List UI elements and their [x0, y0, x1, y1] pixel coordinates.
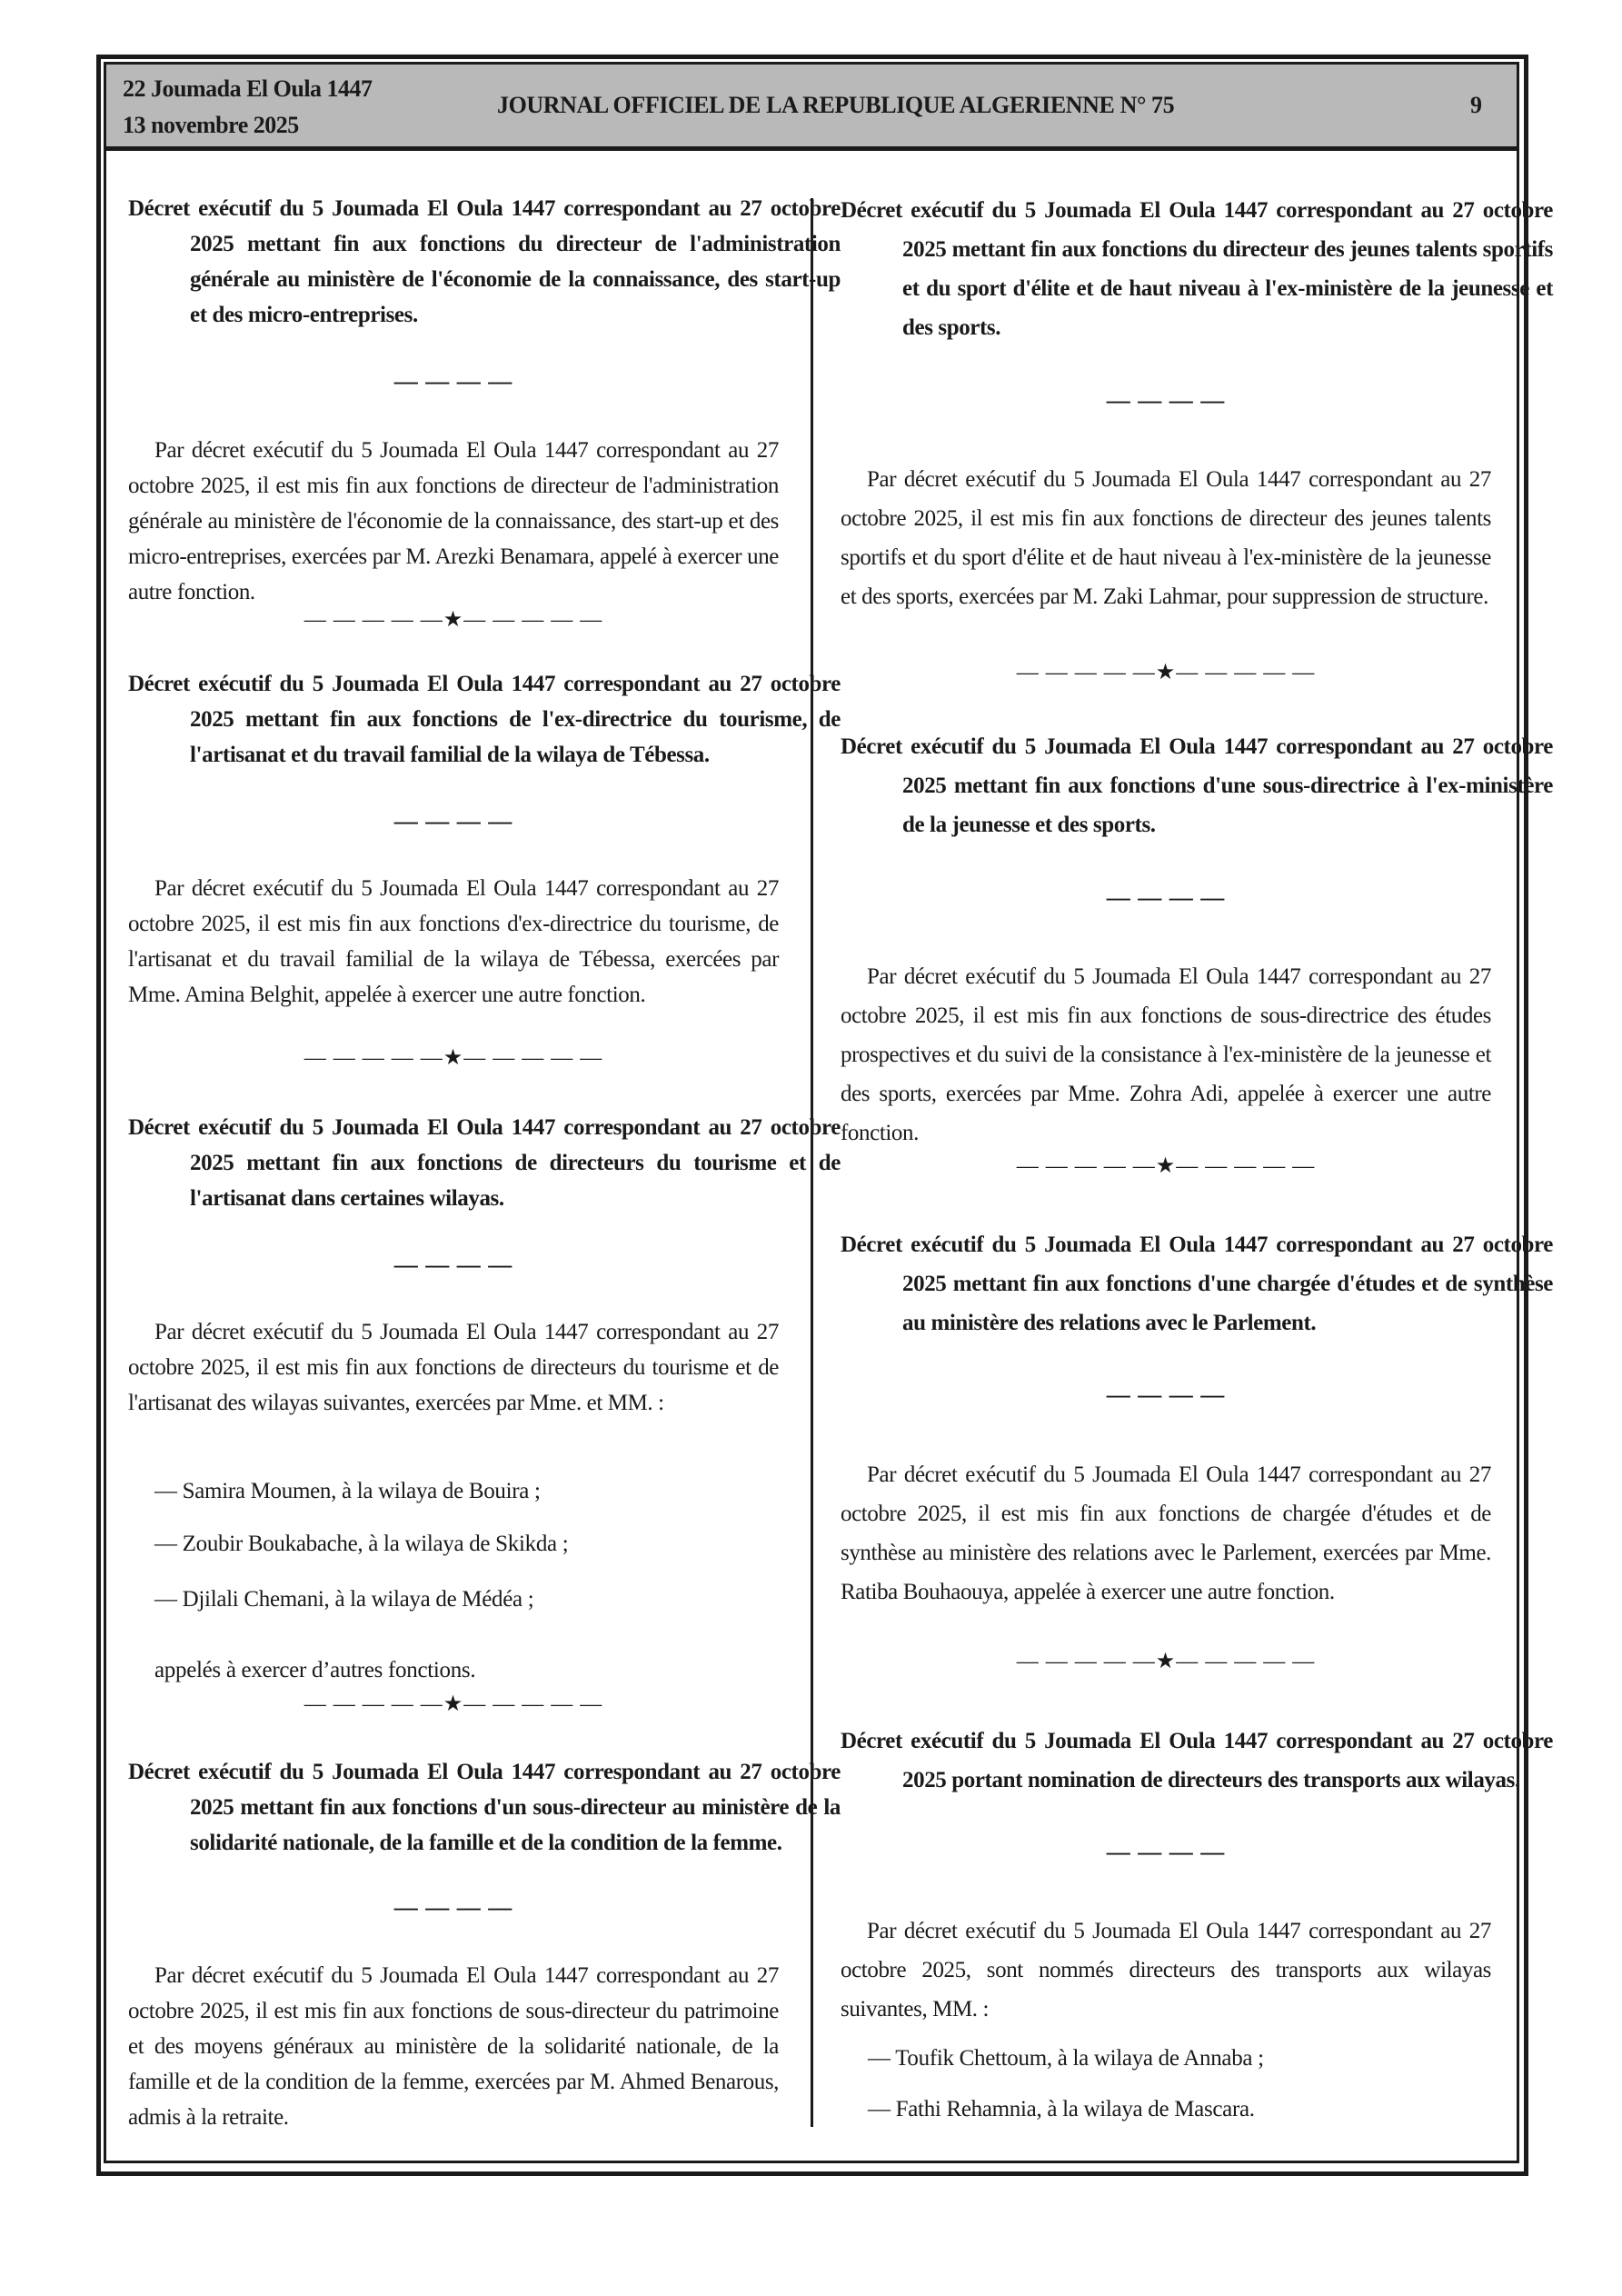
decree-heading: Décret exécutif du 5 Joumada El Oula 1447 correspondant au 27 octobre 2025 mettant fin aux fonctions d'un sous-directeur au ministère de la solidarité nationale, de la famille et de la condition de la femme.: [128, 1760, 841, 1855]
decree-body: Par décret exécutif du 5 Joumada El Oula 1447 correspondant au 27 octobre 2025, il est mis fin aux fonctions de sous-directrice des études prospectives et du suivi de la consistance à l'ex-ministère de la jeunesse et des sports, exercées par Mme. Zohra Adi, appelée à exercer une autre fonction.: [841, 964, 1491, 1145]
decree-heading: Décret exécutif du 5 Joumada El Oula 1447 correspondant au 27 octobre 2025 mettant fin aux fonctions d'une chargée d'études et de synthèse au ministère des relations avec le Parlement.: [841, 1233, 1553, 1335]
decree-heading: Décret exécutif du 5 Joumada El Oula 1447 correspondant au 27 octobre 2025 mettant fin aux fonctions du directeur des jeunes talents sportifs et du sport d'élite et de haut niveau à l'ex-ministère de la jeunesse et des sports.: [841, 198, 1553, 340]
decree-body: Par décret exécutif du 5 Joumada El Oula 1447 correspondant au 27 octobre 2025, il est mis fin aux fonctions de sous-directeur du patrimoine et des moyens généraux au ministère de la solidarité nationale, de la famille et de la condition de la femme, exercées par M. Ahmed Benarous, admis à la retraite.: [128, 1963, 779, 2130]
star-separator: — — — — —★— — — — —: [1016, 1650, 1316, 1673]
decree-body: Par décret exécutif du 5 Joumada El Oula 1447 correspondant au 27 octobre 2025, il est mis fin aux fonctions de directeur des jeunes talents sportifs et du sport d'élite et de haut niveau à l'ex-ministère de la jeunesse et des sports, exercées par M. Zaki Lahmar, pour suppression de structure.: [841, 467, 1491, 609]
decree-body: Par décret exécutif du 5 Joumada El Oula 1447 correspondant au 27 octobre 2025, il est mis fin aux fonctions d'ex-directrice du tourisme, de l'artisanat et du travail familial de la wilaya de Tébessa, exercées par Mme. Amina Belghit, appelée à exercer une autre fonction.: [128, 876, 779, 1007]
star-separator: — — — — —★— — — — —: [1016, 1154, 1316, 1178]
star-separator: — — — — —★— — — — —: [304, 608, 603, 632]
decree-heading: Décret exécutif du 5 Joumada El Oula 1447 correspondant au 27 octobre 2025 portant nomination de directeurs des transports aux wilayas.: [841, 1729, 1553, 1792]
page-number: 9: [1470, 92, 1482, 118]
list-item: — Fathi Rehamnia, à la wilaya de Mascara.: [868, 2097, 1255, 2121]
decree-heading: Décret exécutif du 5 Joumada El Oula 1447 correspondant au 27 octobre 2025 mettant fin aux fonctions d'une sous-directrice à l'ex-ministère de la jeunesse et des sports.: [841, 734, 1553, 837]
decree-body: Par décret exécutif du 5 Joumada El Oula 1447 correspondant au 27 octobre 2025, il est mis fin aux fonctions de directeur de l'administration générale au ministère de l'économie de la connaissance, des start-up et des micro-entreprises, exercées par M. Arezki Benamara, appelé à exercer une autre fonction.: [128, 438, 779, 604]
journal-title: JOURNAL OFFICIEL DE LA REPUBLIQUE ALGERIENNE N° 75: [497, 92, 1175, 118]
list-item: — Zoubir Boukabache, à la wilaya de Skikda ;: [154, 1532, 569, 1556]
list-item: — Samira Moumen, à la wilaya de Bouira ;: [154, 1479, 541, 1503]
header-gregorian-date: 13 novembre 2025: [123, 112, 299, 138]
dash-separator: — — — —: [1106, 1839, 1226, 1865]
star-separator: — — — — —★— — — — —: [304, 1692, 603, 1716]
journal-header: [106, 65, 1517, 151]
dash-separator: — — — —: [393, 808, 513, 834]
decree-heading: Décret exécutif du 5 Joumada El Oula 1447 correspondant au 27 octobre 2025 mettant fin aux fonctions de l'ex-directrice du tourisme, de l'artisanat et du travail familial de la wilaya de Tébessa.: [128, 672, 841, 767]
list-closing: appelés à exercer d’autres fonctions.: [154, 1658, 476, 1682]
decree-heading: Décret exécutif du 5 Joumada El Oula 1447 correspondant au 27 octobre 2025 mettant fin aux fonctions de directeurs du tourisme et de l'artisanat dans certaines wilayas.: [128, 1115, 841, 1211]
list-item: — Toufik Chettoum, à la wilaya de Annaba ;: [868, 2046, 1264, 2071]
dash-separator: — — — —: [393, 1252, 513, 1278]
star-separator: — — — — —★— — — — —: [1016, 661, 1316, 684]
decree-body: Par décret exécutif du 5 Joumada El Oula 1447 correspondant au 27 octobre 2025, il est mis fin aux fonctions de directeurs du tourisme et de l'artisanat des wilayas suivantes, exercées par Mme. et MM. :: [128, 1320, 779, 1415]
decree-heading: Décret exécutif du 5 Joumada El Oula 1447 correspondant au 27 octobre 2025 mettant fin aux fonctions du directeur de l'administration générale au ministère de l'économie de la connaissance, des start-up et des micro-entreprises.: [128, 196, 841, 327]
header-hijri-date: 22 Joumada El Oula 1447: [123, 75, 373, 102]
list-item: — Djilali Chemani, à la wilaya de Médéa ;: [154, 1587, 534, 1612]
decree-body: Par décret exécutif du 5 Joumada El Oula 1447 correspondant au 27 octobre 2025, il est mis fin aux fonctions de chargée d'études et de synthèse au ministère des relations avec le Parlement, exercées par Mme. Ratiba Bouhaouya, appelée à exercer une autre fonction.: [841, 1462, 1491, 1604]
dash-separator: — — — —: [393, 1894, 513, 1921]
dash-separator: — — — —: [393, 368, 513, 394]
dash-separator: — — — —: [1106, 387, 1226, 414]
decree-body: Par décret exécutif du 5 Joumada El Oula 1447 correspondant au 27 octobre 2025, sont nommés directeurs des transports aux wilayas suivantes, MM. :: [841, 1919, 1491, 2021]
star-separator: — — — — —★— — — — —: [304, 1046, 603, 1070]
dash-separator: — — — —: [1106, 884, 1226, 911]
dash-separator: — — — —: [1106, 1382, 1226, 1408]
